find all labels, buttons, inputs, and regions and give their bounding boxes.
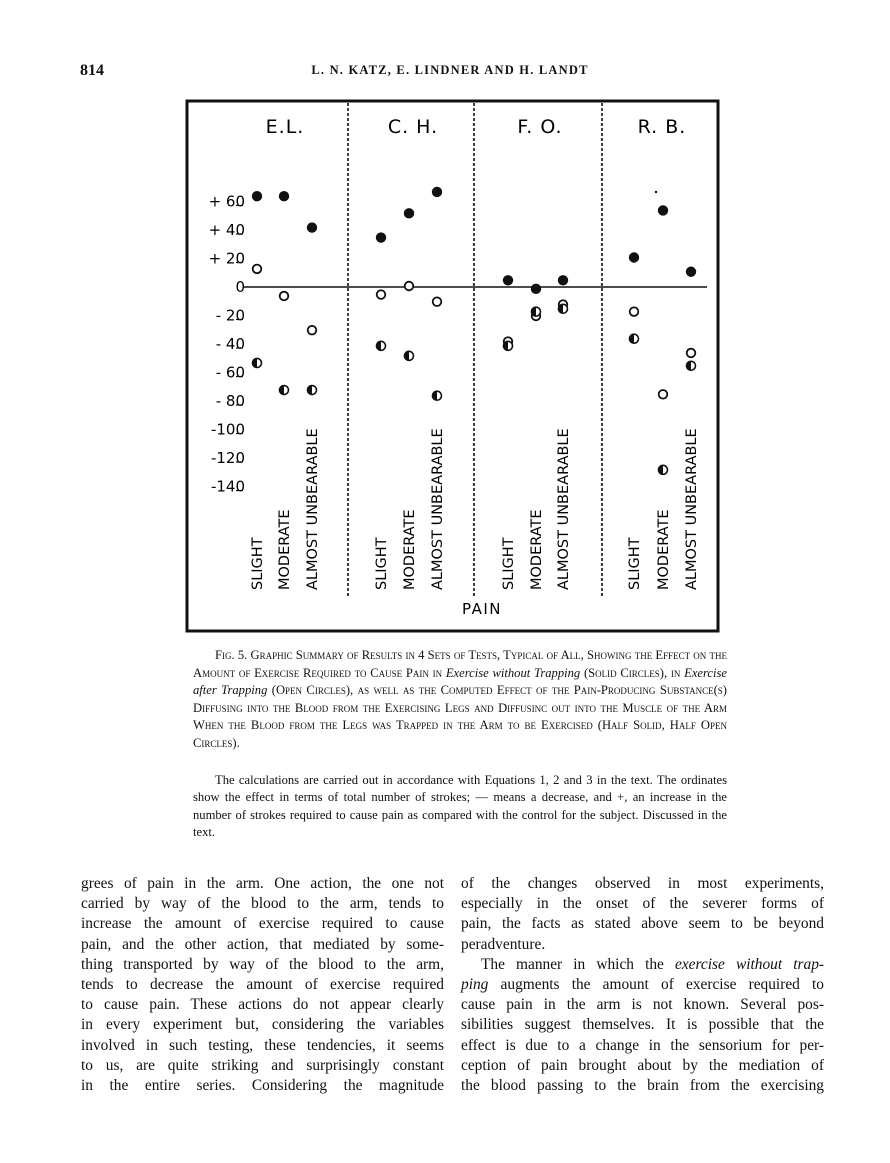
running-title: L. N. KATZ, E. LINDNER AND H. LANDT [311, 63, 589, 77]
body-line: in every experiment but, considering the variables [81, 1016, 444, 1034]
data-point-solid [531, 284, 541, 294]
y-tick-label: -140 [210, 477, 245, 496]
caption-part: Exercise without Trapping [445, 665, 581, 680]
pain-category-label: MODERATE [277, 509, 293, 590]
data-point-open [280, 292, 289, 301]
y-tick-label: -100 [210, 420, 245, 439]
pain-category-label: SLIGHT [374, 537, 390, 590]
body-line: pain, and the other action, that mediated by some- [81, 935, 444, 953]
pain-category-label: ALMOST UNBEARABLE [305, 428, 321, 590]
y-tick-label: + 40 [208, 221, 245, 239]
body-line [461, 975, 824, 995]
data-point-solid [279, 191, 289, 201]
body-line: especially in the onset of the severer forms of [461, 895, 824, 913]
y-tick-label: - 80 [215, 392, 245, 410]
data-point-solid [658, 205, 668, 215]
data-point-solid [503, 275, 513, 285]
y-tick-label: - 20 [215, 306, 245, 325]
panel-fo [501, 116, 572, 590]
data-point-half [630, 334, 639, 343]
body-line: of the changes observed in most experiments, [461, 875, 824, 892]
data-point-solid [629, 252, 639, 262]
data-point-half [280, 386, 289, 395]
panel-subject-label: E.L. [265, 116, 305, 138]
data-point-solid [404, 208, 414, 218]
panel-rb [627, 116, 700, 590]
body-line: peradventure. [461, 935, 546, 953]
data-point-half [532, 307, 541, 316]
body-line: ception of pain brought about by the mediation of [461, 1056, 824, 1074]
data-point-half [253, 358, 262, 367]
figure-caption [193, 647, 727, 753]
caption-part: Exercise after Trapping [193, 665, 728, 698]
body-column-right [461, 874, 824, 1096]
body-line: thing transported by way of the blood to the arm, [81, 955, 444, 973]
body-line: the blood passing to the brain from the exercising [461, 1077, 824, 1095]
pain-category-label: MODERATE [529, 509, 545, 590]
caption-text [193, 648, 727, 750]
body-line: to us, are quite striking and surprisingly constant [81, 1056, 444, 1074]
pain-category-label: SLIGHT [501, 537, 517, 590]
body-italic-text: ping [461, 976, 489, 994]
panel-subject-label: R. B. [637, 116, 687, 138]
data-point-open [405, 282, 414, 291]
data-point-half [377, 341, 386, 350]
y-tick-label: -120 [210, 449, 245, 467]
data-point-half [559, 304, 568, 313]
data-point-solid [432, 187, 442, 197]
caption-note [193, 772, 727, 841]
pain-category-label: SLIGHT [250, 537, 266, 590]
data-point-open [308, 326, 317, 335]
body-line: increase the amount of exercise required to cause [81, 915, 444, 933]
panel-subject-label: C. H. [387, 116, 439, 138]
data-point-open [687, 349, 696, 358]
body-line: cause pain in the arm is not known. Several pos- [461, 996, 824, 1014]
data-point-half [433, 391, 442, 400]
stray-dot [655, 191, 657, 193]
data-point-half [687, 361, 696, 370]
body-italic-text: exercise without trap- [675, 955, 825, 973]
body-line: in the entire series. Considering the magnitude [81, 1077, 444, 1095]
y-tick-label: - 40 [215, 335, 245, 353]
pain-category-label: MODERATE [402, 509, 418, 590]
caption-part: (Solid Circles), in [580, 665, 685, 680]
body-line: sibilities suggest themselves. It is possible that the [461, 1016, 824, 1034]
panel-ch [374, 116, 446, 590]
figure-label: Fig. 5. [215, 648, 248, 662]
pain-category-label: MODERATE [656, 509, 672, 590]
data-point-half [308, 386, 317, 395]
x-axis-label: PAIN [462, 600, 502, 618]
data-point-open [377, 290, 386, 299]
body-text: augments the amount of exercise required to [488, 976, 824, 994]
data-point-open [659, 390, 668, 399]
body-line: carried by way of the blood to the arm, tends to [81, 895, 444, 913]
data-point-solid [307, 222, 317, 232]
caption-part: Graphic Summary of Results in 4 Sets of Tests, Typical of All, Showing the Effect on the Amount of Exercise Required to Cause Pain in [193, 648, 727, 680]
body-line: involved in such testing, these tendencies, it seems [81, 1036, 444, 1054]
caption-note-text: The calculations are carried out in accordance with Equations 1, 2 and 3 in the text. The ordinates show the effect in terms of total number of strokes; — means a decrease, and +, an increase in the number of strokes required to cause pain as compared with the control for the subject. Discussed in the text. [193, 773, 727, 839]
panels [250, 116, 700, 590]
data-point-solid [558, 275, 568, 285]
data-point-half [405, 351, 414, 360]
data-point-open [433, 297, 442, 306]
data-point-solid [376, 232, 386, 242]
data-point-half [504, 341, 513, 350]
data-point-solid [252, 191, 262, 201]
y-tick-label: + 20 [208, 249, 245, 268]
body-line: to cause pain. These actions do not appear clearly [81, 996, 444, 1014]
y-tick-label: + 60 [208, 192, 245, 211]
pain-category-label: ALMOST UNBEARABLE [430, 428, 446, 590]
data-point-open [253, 265, 262, 274]
body-line: pain, the facts as stated above seem to be beyond [461, 915, 824, 933]
pain-category-label: SLIGHT [627, 537, 643, 590]
panel-subject-label: F. O. [517, 116, 563, 138]
body-line: grees of pain in the arm. One action, the one not [81, 875, 444, 892]
page-number: 814 [80, 62, 104, 79]
panel-el [250, 116, 321, 590]
y-tick-label: - 60 [215, 363, 245, 382]
body-line: tends to decrease the amount of exercise required [81, 976, 444, 994]
pain-category-label: ALMOST UNBEARABLE [684, 428, 700, 590]
y-axis [209, 193, 245, 496]
caption-part: (Open Circles), as well as the Computed Effect of the Pain-Producing Substance(s) Diffusing into the Blood from the Exercising Legs and Diffusinc out into the Muscle of the Arm When the Blood from the Legs was Trapped in the Arm to be Exercised (Half Solid, Half Open Circles). [193, 683, 727, 750]
data-point-open [630, 307, 639, 316]
body-line: effect is due to a change in the sensorium for per- [461, 1036, 824, 1054]
y-tick-label: 0 [235, 278, 245, 296]
body-line [461, 955, 824, 975]
pain-category-label: ALMOST UNBEARABLE [556, 428, 572, 590]
body-column-left [81, 874, 444, 1096]
data-point-half [659, 465, 668, 474]
body-text: The manner in which the [481, 955, 675, 973]
data-point-solid [686, 267, 696, 277]
